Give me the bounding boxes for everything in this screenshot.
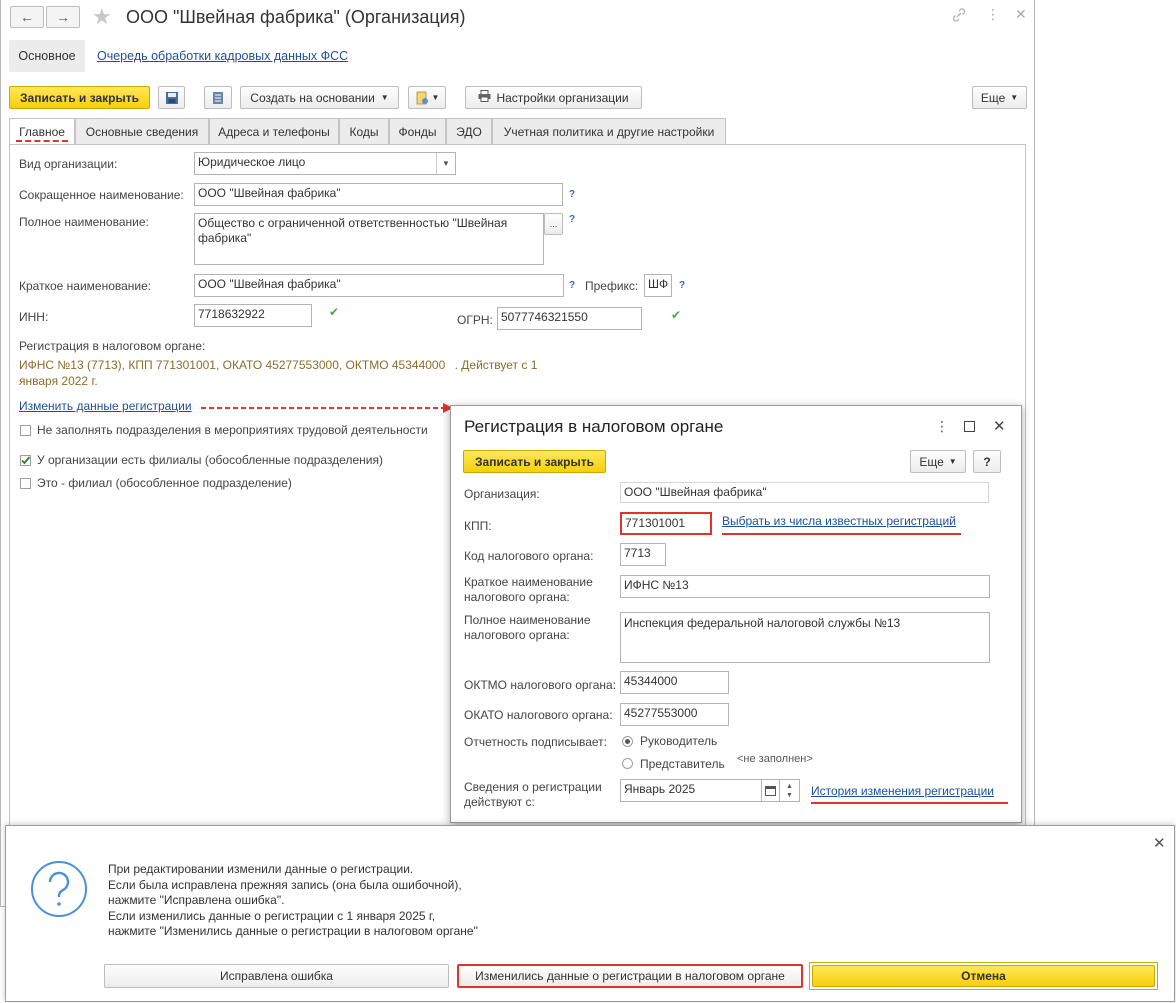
save-button[interactable] (158, 86, 185, 109)
oktmo-input[interactable]: 45344000 (620, 671, 729, 694)
print-menu-button[interactable] (408, 86, 446, 109)
kpp-label: КПП: (464, 519, 492, 533)
more-label: Еще (980, 90, 1006, 105)
tab-funds[interactable] (389, 118, 446, 145)
dropdown-arrow-icon: ▼ (380, 93, 389, 102)
no-fill-checkbox[interactable] (20, 425, 31, 436)
spin-up-icon[interactable]: ▲ (786, 782, 793, 790)
tab-basic-info[interactable] (75, 118, 209, 145)
close-icon[interactable]: ✕ (993, 418, 1006, 435)
org-type-select[interactable] (194, 152, 456, 175)
tax-office-full-label (464, 613, 591, 643)
tax-reg-info-line2: января 2022 г. (19, 374, 98, 388)
change-registration-link[interactable]: Изменить данные регистрации (19, 399, 192, 413)
org-type-label: Вид организации: (19, 157, 118, 171)
tab-edo[interactable] (446, 118, 492, 145)
close-icon[interactable]: ✕ (1015, 6, 1027, 22)
tab-accounting-policy[interactable] (492, 118, 726, 145)
printer-icon (478, 90, 491, 105)
tax-office-short-input[interactable]: ИФНС №13 (620, 575, 990, 598)
tab-label: ЭДО (456, 125, 482, 139)
calendar-icon (765, 785, 776, 796)
history-link-highlight (811, 802, 1008, 804)
org-settings-button[interactable] (465, 86, 642, 109)
short-name-label: Сокращенное наименование: (19, 188, 184, 202)
label-line: Полное наименование (464, 613, 591, 627)
forward-arrow-icon: → (56, 9, 70, 25)
tax-registration-dialog (450, 405, 1022, 823)
full-name-edit-button[interactable]: ... (544, 213, 563, 235)
save-close-button[interactable]: Записать и закрыть (9, 86, 150, 109)
error-fixed-button[interactable]: Исправлена ошибка (104, 964, 449, 988)
floppy-disk-icon (165, 91, 179, 105)
inn-input[interactable]: 7718632922 (194, 304, 312, 327)
message-line: Если была исправлена прежняя запись (она была ошибочной), (108, 877, 462, 892)
signer-label: Отчетность подписывает: (464, 735, 607, 749)
tax-office-full-input[interactable]: Инспекция федеральной налоговой службы №13 (620, 612, 990, 663)
help-icon[interactable]: ? (679, 280, 686, 291)
tab-main-underline (16, 140, 68, 142)
signer-rep-radio[interactable] (622, 758, 633, 769)
dialog-save-close-button[interactable]: Записать и закрыть (463, 450, 606, 473)
confirmation-message-box (5, 825, 1175, 1002)
dropdown-arrow-icon[interactable]: ▼ (436, 153, 455, 174)
signer-rep-label: Представитель (640, 757, 725, 771)
oktmo-label: ОКТМО налогового органа: (464, 678, 617, 692)
month-spinner[interactable] (780, 779, 800, 802)
choose-link-highlight (722, 533, 961, 535)
inn-label: ИНН: (19, 310, 49, 324)
calendar-button[interactable] (762, 779, 780, 802)
tax-reg-info-line1 (19, 357, 537, 373)
valid-from-input[interactable]: Январь 2025 (620, 779, 762, 802)
back-arrow-icon: ← (20, 9, 34, 25)
okato-input[interactable]: 45277553000 (620, 703, 729, 726)
has-branches-label: У организации есть филиалы (обособленные подразделения) (37, 453, 383, 467)
registration-history-link[interactable]: История изменения регистрации (811, 784, 995, 798)
tax-office-code-input[interactable]: 7713 (620, 543, 666, 566)
more-label: Еще (919, 454, 944, 469)
okato-label: ОКАТО налогового органа: (464, 708, 613, 722)
ogrn-input[interactable]: 5077746321550 (497, 307, 642, 330)
checkmark-icon (20, 455, 31, 466)
question-icon (30, 860, 88, 921)
message-line: нажмите "Исправлена ошибка". (108, 893, 285, 907)
prefix-label: Префикс: (585, 279, 639, 293)
tab-label: Учетная политика и другие настройки (503, 125, 715, 139)
rep-not-filled: <не заполнен> (737, 753, 813, 765)
dialog-more-button[interactable] (910, 450, 966, 473)
dialog-help-button[interactable]: ? (973, 450, 1001, 473)
choose-known-registrations-link[interactable]: Выбрать из числа известных регистраций (722, 514, 956, 528)
favorite-star-icon[interactable]: ★ (92, 4, 112, 29)
help-icon[interactable]: ? (569, 280, 576, 291)
cancel-button-focus-frame (809, 962, 1158, 990)
message-line: Если изменились данные о регистрации с 1 января 2025 г, (108, 908, 436, 923)
label-line: налогового органа: (464, 590, 570, 604)
maximize-icon[interactable] (964, 421, 975, 432)
signer-head-radio[interactable] (622, 736, 633, 747)
tax-reg-valid-from: . Действует с 1 (454, 358, 538, 372)
more-menu-icon[interactable]: ⋮ (986, 6, 1000, 22)
spin-down-icon[interactable]: ▼ (786, 791, 793, 799)
full-name-label: Полное наименование: (19, 215, 149, 229)
tax-reg-details: ИФНС №13 (7713), КПП 771301001, ОКАТО 45277553000, ОКТМО 45344000 (19, 358, 446, 372)
tab-label: Адреса и телефоны (218, 125, 330, 139)
valid-check-icon: ✔ (329, 305, 340, 319)
arrow-to-dialog-icon (199, 402, 455, 414)
tax-office-short-label (464, 575, 593, 605)
window-title: ООО "Швейная фабрика" (Организация) (126, 7, 466, 27)
dropdown-arrow-icon: ▼ (948, 457, 957, 466)
valid-from-label (464, 780, 602, 810)
kpp-input[interactable]: 771301001 (620, 512, 712, 535)
is-branch-label: Это - филиал (обособленное подразделение) (37, 476, 292, 490)
message-line: нажмите "Изменились данные о регистрации в налоговом органе" (108, 924, 478, 938)
tab-label: Коды (349, 125, 379, 139)
org-settings-label: Настройки организации (496, 90, 629, 105)
no-fill-label: Не заполнять подразделения в мероприятиях трудовой деятельности (37, 423, 428, 437)
label-line: Краткое наименование (464, 575, 593, 589)
help-icon[interactable]: ? (569, 189, 576, 200)
has-branches-checkbox[interactable] (20, 455, 31, 466)
valid-check-icon: ✔ (671, 308, 682, 322)
label-line: налогового органа: (464, 628, 570, 642)
prefix-input[interactable]: ШФ (644, 274, 672, 297)
section-main[interactable]: Основное (9, 40, 85, 72)
tab-label: Основные сведения (85, 125, 199, 139)
brief-name-input[interactable]: ООО "Швейная фабрика" (194, 274, 564, 297)
dropdown-arrow-icon: ▼ (1010, 93, 1019, 102)
tax-reg-label: Регистрация в налоговом органе: (19, 339, 206, 353)
report-icon (415, 91, 429, 105)
label-line: Сведения о регистрации (464, 780, 602, 794)
dialog-title: Регистрация в налоговом органе (464, 417, 724, 436)
back-button[interactable] (10, 6, 44, 28)
cancel-button[interactable]: Отмена (812, 965, 1155, 987)
org-type-value: Юридическое лицо (198, 155, 306, 169)
short-name-input[interactable]: ООО "Швейная фабрика" (194, 183, 563, 206)
message-line: При редактировании изменили данные о регистрации. (108, 862, 414, 876)
more-menu-icon[interactable]: ⋮ (935, 418, 949, 434)
ogrn-label: ОГРН: (457, 313, 493, 327)
signer-head-label: Руководитель (640, 734, 718, 748)
document-button[interactable] (204, 86, 232, 109)
label-line: действуют с: (464, 795, 535, 809)
dlg-org-field: ООО "Швейная фабрика" (620, 482, 989, 503)
close-icon[interactable]: ✕ (1153, 835, 1166, 852)
help-icon[interactable]: ? (569, 214, 576, 225)
link-icon[interactable] (951, 7, 967, 26)
is-branch-checkbox[interactable] (20, 478, 31, 489)
tab-label: Фонды (398, 125, 437, 139)
tab-codes[interactable] (339, 118, 389, 145)
create-based-on-button[interactable] (240, 86, 399, 109)
full-name-input[interactable]: Общество с ограниченной ответственностью "Швейная фабрика" (194, 213, 544, 265)
message-text (108, 862, 478, 940)
create-based-on-label: Создать на основании (250, 90, 375, 105)
document-list-icon (212, 91, 224, 105)
tab-label: Главное (19, 125, 65, 139)
registration-changed-button[interactable]: Изменились данные о регистрации в налоговом органе (457, 964, 803, 988)
fss-queue-link[interactable]: Очередь обработки кадровых данных ФСС (97, 49, 349, 63)
forward-button[interactable] (46, 6, 80, 28)
tax-office-code-label: Код налогового органа: (464, 549, 594, 563)
dropdown-arrow-icon: ▼ (431, 93, 440, 102)
tab-addresses[interactable] (209, 118, 339, 145)
more-button[interactable] (972, 86, 1027, 109)
brief-name-label: Краткое наименование: (19, 279, 152, 293)
dlg-org-label: Организация: (464, 487, 540, 501)
